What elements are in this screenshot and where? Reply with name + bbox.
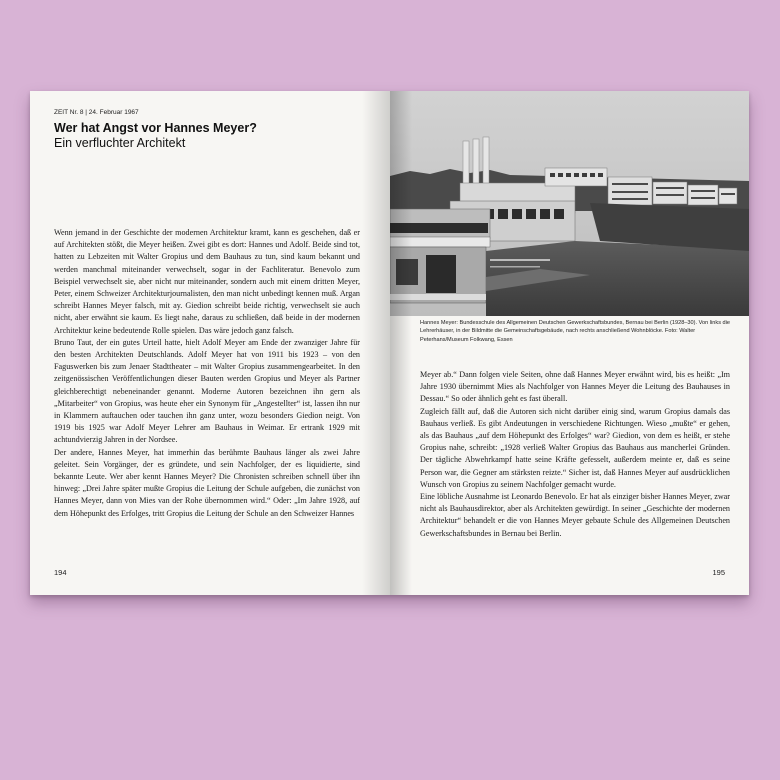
building-photo [390,91,749,316]
paragraph: Wenn jemand in der Geschichte der modernen Architektur kramt, kann es geschehen, daß er auf Architekten stößt, die Meyer heißen. Zwei gibt es dort: Hannes und Adolf. Beide sind tot, hatten zu Lebzeiten mit Walter Gropius und dem Bauhaus zu tun, sind kaum bekannt und werden manchmal miteinander verwechselt, sogar in der Fachliteratur. Benevolo zum Beispiel verwechselt sie, aber nicht nur miteinander, sondern auch mit einem dritten Meyer, Peter, einem Schweizer Architekturjournalisten, den man nicht unbedingt kennen muß. Argan schreibt Hannes Meyer falsch, mit ay. Giedion schreibt beide richtig, verwechselt sie auch nicht, aber erwähnt sie kaum. Es liegt nahe, daraus zu schließen, daß beide in der modernen Architektur keine bedeutende Rolle spielen. Das wäre jedoch ganz falsch. [54,228,360,335]
page-number-right: 195 [712,568,725,577]
article-title: Wer hat Angst vor Hannes Meyer? [54,121,257,135]
left-page [30,91,390,595]
paragraph: Bruno Taut, der ein gutes Urteil hatte, hielt Adolf Meyer am Ende der zwanziger Jahre für den besten Architekten Deutschlands. Adolf Meyer hat von 1911 bis 1923 – von den Faguswerken bis zum Jenaer Stadttheater – mit Walter Gropius zusammengearbeitet. In den zeitgenössischen Veröffentlichungen dieser Bauten werden Gropius und Meyer als Partner gleichberechtigt nebeneinander genannt. Moderne Autoren bezeichnen ihn gern als „Mitarbeiter“ von Gropius, was heute eher ein Synonym für „Angestellter“ ist, lassen ihn nur in Klammern auftauchen oder tauchen ihn ganz unter, wozu besonders Giedion neigt. Von 1919 bis 1925 war Adolf Meyer Lehrer am Bauhaus in Weimar. Er ertrank 1929 mit achtundvierzig Jahren in der Nordsee. [54,337,360,445]
gutter-shadow-right [390,91,412,595]
page-number-left: 194 [54,568,67,577]
right-body-text [420,369,730,540]
left-body-text [54,227,360,520]
photo-caption: Hannes Meyer: Bundesschule des Allgemeinen Deutschen Gewerkschaftsbundes, Bernau bei Berlin (1928–30). Von links die Lehrerhäuser, in der Bildmitte die Gemeinschaftsgebäude, nach rechts anschließend Wohnblöcke. Foto: Walter Peterhans/Museum Folkwang, Essen [420,320,731,343]
paragraph: Eine löbliche Ausnahme ist Leonardo Benevolo. Er hat als einziger bisher Hannes Meyer, zwar nicht als Bauhausdirektor, aber als Architekten gewürdigt. In seiner „Geschichte der modernen Architektur“ behandelt er die von Hannes Meyer gebaute Schule des Allgemeinen Deutschen Gewerkschaftsbundes in Bernau bei Berlin. [420,492,730,538]
paragraph: Der andere, Hannes Meyer, hat immerhin das berühmte Bauhaus länger als zwei Jahre geleitet. Sein Vorgänger, der es gründete, und sein Nachfolger, der es liquidierte, sind bekannte Leute. Wer aber kennt Hannes Meyer? Die Chronisten schreiben schnell über ihn hinweg: „Drei Jahre später mußte Gropius die Leitung der Schule aufgeben, die zunächst von Hannes Meyer, dann von Mies van der Rohe übernommen wird.“ Oder: „Im Jahre 1928, auf dem Höhepunkt des Erfolges, tritt Gropius die Leitung der Schule an den Schweizer Hannes [54,447,360,518]
issue-kicker: ZEIT Nr. 8 | 24. Februar 1967 [54,109,139,116]
open-book [30,91,749,595]
paragraph: Meyer ab.“ Dann folgen viele Seiten, ohne daß Hannes Meyer erwähnt wird, bis es heißt: „Im Jahre 1930 übernimmt Mies als Nachfolger von Hannes Meyer die Leitung des Bauhauses in Dessau.“ So oder ähnlich geht es fast überall. [420,370,730,404]
paragraph: Zugleich fällt auf, daß die Autoren sich nicht darüber einig sind, warum Gropius damals das Bauhaus verließ. Es gibt Andeutungen in verschiedene Richtungen. Wieso „mußte“ er gehen, als das Bauhaus „auf dem Höhepunkt des Erfolges“ war? Giedion, von dem es heißt, er stehe Gropius nahe, schreibt: „1928 verließ Walter Gropius das Bauhaus aus mancherlei Gründen. Der tägliche Abwehrkampf hatte seine Kräfte gefesselt, außerdem meinte er, daß es seine Person war, die Gegner am stärksten reizte.“ Sicher ist, daß Hannes Meyer auf ausdrücklichen Wunsch von Gropius zu seinem Nachfolger gemacht wurde. [420,406,730,489]
gutter-shadow-left [362,91,390,595]
right-page [390,91,749,595]
article-subtitle: Ein verfluchter Architekt [54,136,186,150]
